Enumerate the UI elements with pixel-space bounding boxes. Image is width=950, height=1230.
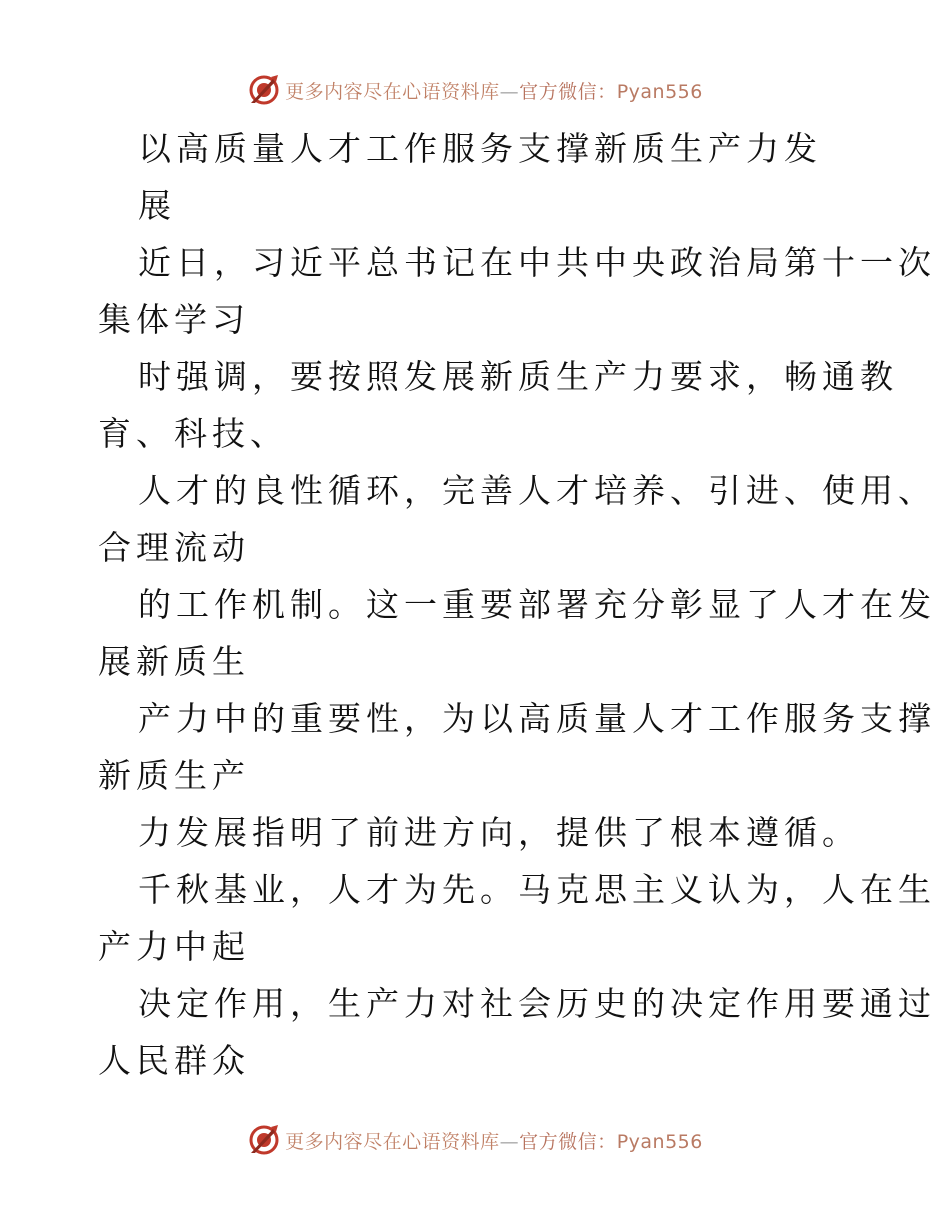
paragraph-line: 人才的良性循环，完善人才培养、引进、使用、 <box>138 471 936 510</box>
paragraph-line: 千秋基业，人才为先。马克思主义认为，人在生 <box>138 870 936 909</box>
banner-prefix: 更多内容尽在心语资料库 <box>285 80 500 103</box>
title-line-1: 以高质量人才工作服务支撑新质生产力发 <box>138 129 822 168</box>
paragraph-line: 育、科技、 <box>98 414 288 453</box>
paragraph-line: 产力中的重要性，为以高质量人才工作服务支撑 <box>138 699 936 738</box>
paragraph-line: 时强调，要按照发展新质生产力要求，畅通教 <box>138 357 898 396</box>
paragraph-line: 人民群众 <box>98 1041 250 1080</box>
banner-wechat-label: 官方微信： <box>519 80 617 103</box>
banner-dash: — <box>499 1130 520 1153</box>
quill-logo-icon <box>247 1123 281 1157</box>
header-banner <box>0 68 950 112</box>
banner-wechat-label: 官方微信： <box>519 1130 617 1153</box>
banner-text <box>285 77 703 104</box>
paragraph-line: 力发展指明了前进方向，提供了根本遵循。 <box>138 813 860 852</box>
paragraph-line: 产力中起 <box>98 927 250 966</box>
paragraph-line: 的工作机制。这一重要部署充分彰显了人才在发 <box>138 585 936 624</box>
paragraph-line: 近日，习近平总书记在中共中央政治局第十一次 <box>138 243 936 282</box>
banner-prefix: 更多内容尽在心语资料库 <box>285 1130 500 1153</box>
banner-text <box>285 1127 703 1154</box>
footer-banner <box>0 1118 950 1162</box>
quill-logo-icon <box>247 73 281 107</box>
paragraph-line: 新质生产 <box>98 756 250 795</box>
banner-wechat-id: Pyan556 <box>616 1130 703 1153</box>
title-line-2: 展 <box>138 186 176 225</box>
paragraph-line: 合理流动 <box>98 528 250 567</box>
document-body <box>98 120 936 1089</box>
paragraph-line: 决定作用，生产力对社会历史的决定作用要通过 <box>138 984 936 1023</box>
banner-wechat-id: Pyan556 <box>616 80 703 103</box>
banner-dash: — <box>499 80 520 103</box>
paragraph-line: 集体学习 <box>98 300 250 339</box>
paragraph-line: 展新质生 <box>98 642 250 681</box>
